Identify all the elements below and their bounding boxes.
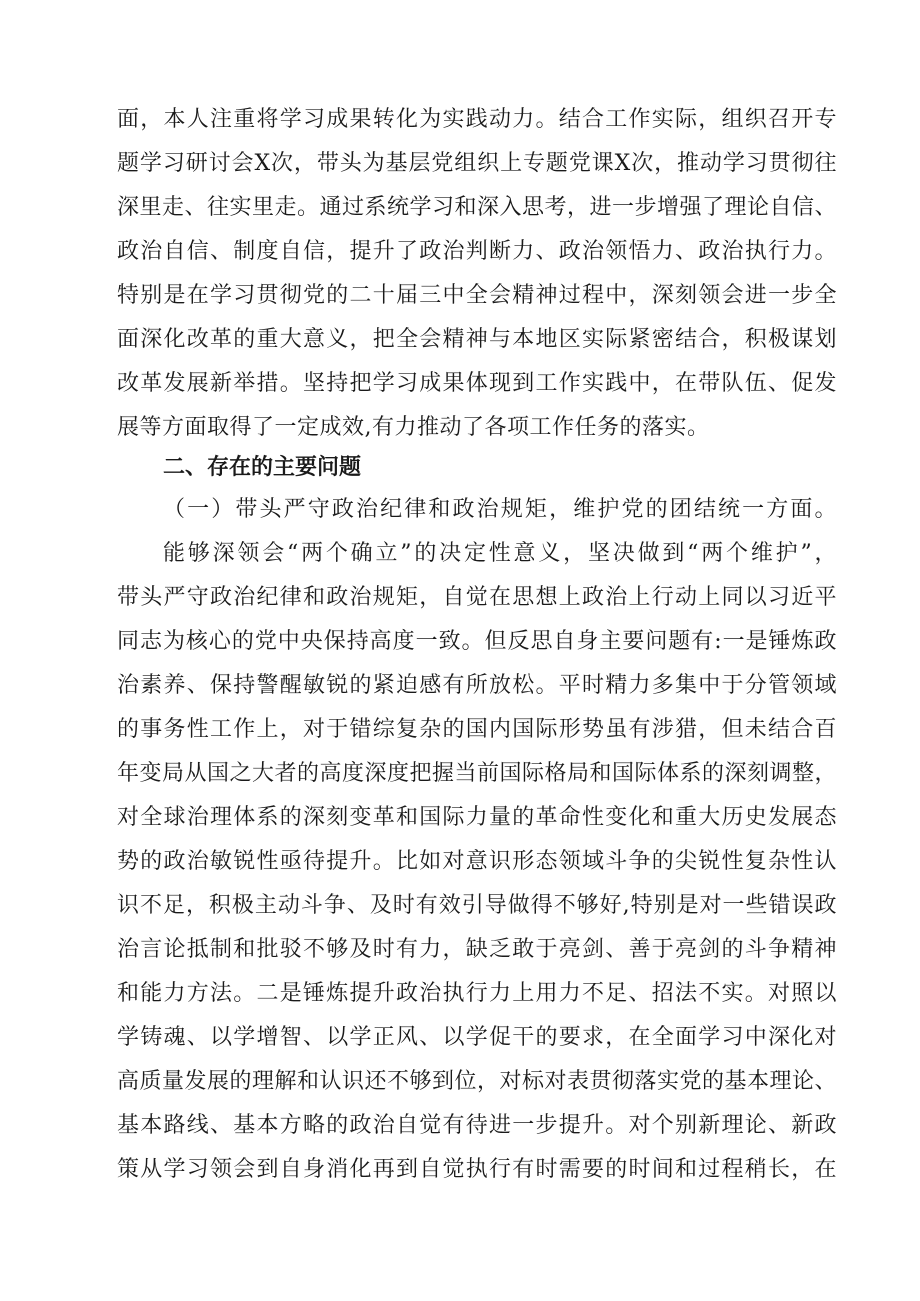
- section-heading: 二、存在的主要问题: [163, 455, 362, 480]
- paragraph-line: 治言论抵制和批驳不够及时有力，缺乏敢于亮剑、善于亮剑的斗争精神: [117, 937, 837, 962]
- paragraph-line: 和能力方法。二是锤炼提升政治执行力上用力不足、招法不实。对照以: [117, 981, 837, 1006]
- paragraph-line: 带头严守政治纪律和政治规矩，自觉在思想上政治上行动上同以习近平: [117, 585, 837, 610]
- paragraph-line: 势的政治敏锐性亟待提升。比如对意识形态领域斗争的尖锐性复杂性认: [117, 849, 837, 874]
- paragraph-line: 学铸魂、以学增智、以学正风、以学促干的要求，在全面学习中深化对: [117, 1025, 837, 1050]
- paragraph-line: 改革发展新举措。坚持把学习成果体现到工作实践中，在带队伍、促发: [117, 371, 837, 396]
- paragraph-line: 策从学习领会到自身消化再到自觉执行有时需要的时间和过程稍长，在: [117, 1157, 837, 1182]
- paragraph-line: 特别是在学习贯彻党的二十届三中全会精神过程中，深刻领会进一步全: [117, 283, 837, 308]
- paragraph-line: 展等方面取得了一定成效,有力推动了各项工作任务的落实。: [117, 415, 710, 440]
- paragraph-line: 基本路线、基本方略的政治自觉有待进一步提升。对个别新理论、新政: [117, 1113, 837, 1138]
- paragraph-line: 同志为核心的党中央保持高度一致。但反思自身主要问题有:一是锤炼政: [117, 629, 837, 654]
- paragraph-line: 高质量发展的理解和认识还不够到位，对标对表贯彻落实党的基本理论、: [117, 1069, 838, 1094]
- paragraph-line: 能够深领会“两个确立”的决定性意义，坚决做到“两个维护”，: [163, 541, 837, 566]
- paragraph-line: 年变局从国之大者的高度深度把握当前国际格局和国际体系的深刻调整，: [117, 761, 838, 786]
- paragraph-line: 识不足，积极主动斗争、及时有效引导做得不够好,特别是对一些错误政: [117, 893, 837, 918]
- paragraph-line: 面，本人注重将学习成果转化为实践动力。结合工作实际，组织召开专: [117, 107, 837, 132]
- paragraph-line: 对全球治理体系的深刻变革和国际力量的革命性变化和重大历史发展态: [117, 805, 837, 830]
- paragraph-line: 题学习研讨会X次，带头为基层党组织上专题党课X次，推动学习贯彻往: [117, 151, 837, 176]
- paragraph-line: 的事务性工作上，对于错综复杂的国内国际形势虽有涉猎，但未结合百: [117, 717, 837, 742]
- paragraph-line: 面深化改革的重大意义，把全会精神与本地区实际紧密结合，积极谋划: [117, 327, 837, 352]
- sub-heading: （一）带头严守政治纪律和政治规矩，维护党的团结统一方面。: [163, 497, 837, 522]
- paragraph-line: 治素养、保持警醒敏锐的紧迫感有所放松。平时精力多集中于分管领域: [117, 673, 837, 698]
- paragraph-line: 政治自信、制度自信，提升了政治判断力、政治领悟力、政治执行力。: [117, 239, 837, 264]
- paragraph-line: 深里走、往实里走。通过系统学习和深入思考，进一步增强了理论自信、: [117, 195, 838, 220]
